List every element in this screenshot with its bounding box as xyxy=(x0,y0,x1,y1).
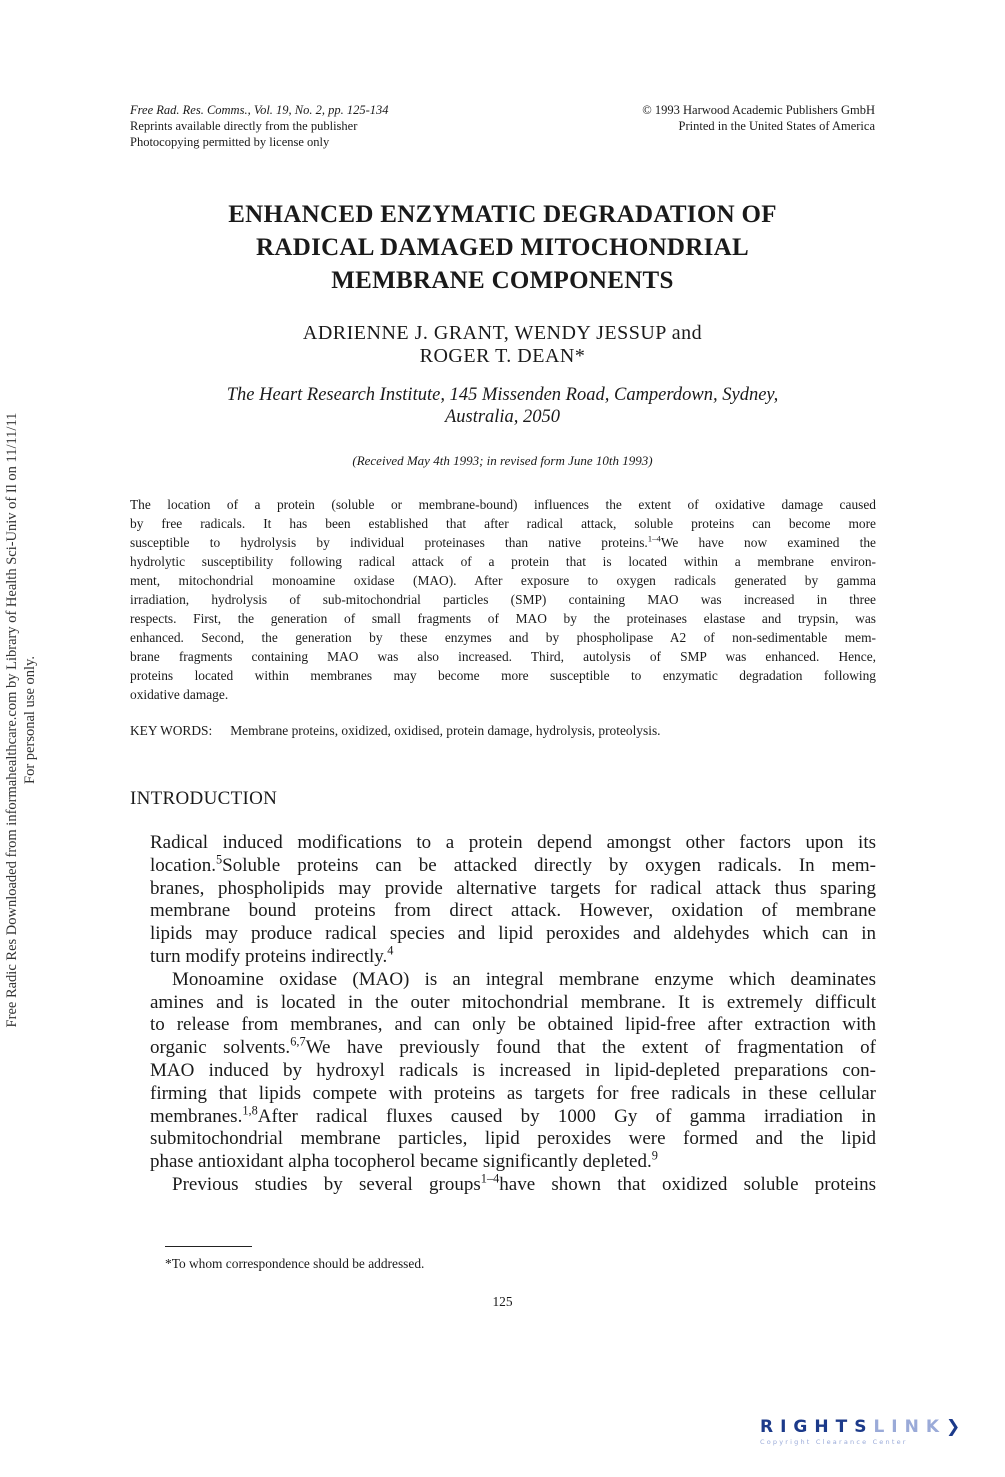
citation-superscript: 1–4 xyxy=(647,533,661,544)
text-line: Previous studies by several groups$^{1-4}$have shown that oxidized soluble proteins xyxy=(172,1171,876,1195)
text-line: location.$^5$Soluble proteins can be attacked directly by oxygen radicals. In mem- xyxy=(150,852,876,876)
authors xyxy=(0,322,1005,368)
title-line: RADICAL DAMAGED MITOCHONDRIAL xyxy=(256,234,749,261)
watermark-line: For personal use only. xyxy=(22,656,38,784)
text-line: phase antioxidant alpha tocopherol became significantly depleted.$^9$ xyxy=(150,1148,658,1173)
title-line: ENHANCED ENZYMATIC DEGRADATION OF xyxy=(228,201,777,228)
keywords-text: Membrane proteins, oxidized, oxidised, protein damage, hydrolysis, proteolysis. xyxy=(230,723,661,738)
logo-text-dark: RIGHTS xyxy=(760,1417,874,1437)
authors-line: ROGER T. DEAN* xyxy=(419,345,586,367)
affiliation-line: The Heart Research Institute, 145 Missenden Road, Camperdown, Sydney, xyxy=(226,385,779,405)
text-line: MAO induced by hydroxyl radicals is increased in lipid-depleted preparations con- xyxy=(150,1059,876,1081)
citation-superscript: 1,8 xyxy=(242,1103,258,1118)
text-line: oxidative damage. xyxy=(130,687,229,702)
text-line: Radical induced modifications to a protein depend amongst other factors upon its xyxy=(150,832,876,853)
rightslink-logo[interactable] xyxy=(760,1417,990,1446)
text-line: branes, phospholipids may provide alternative targets for radical attack thus sparing xyxy=(150,877,876,899)
paper-title xyxy=(0,198,1005,297)
photocopy-line: Photocopying permitted by license only xyxy=(130,135,330,149)
copyright-line: © 1993 Harwood Academic Publishers GmbH xyxy=(642,103,875,117)
journal-citation xyxy=(130,102,389,150)
publisher-info xyxy=(642,102,875,134)
text-line: susceptible to hydrolysis by individual proteinases than native proteins.$^{1-4}$We have now examined the xyxy=(130,533,876,550)
keywords-label: KEY WORDS: xyxy=(130,723,213,738)
text-line: amines and is located in the outer mitochondrial membrane. It is extremely difficult xyxy=(150,991,876,1013)
received-dates: (Received May 4th 1993; in revised form June 10th 1993) xyxy=(352,453,653,468)
text-line: Monoamine oxidase (MAO) is an integral membrane enzyme which deaminates xyxy=(172,968,876,990)
authors-line: ADRIENNE J. GRANT, WENDY JESSUP and xyxy=(302,322,703,344)
text-line: brane fragments containing MAO was also increased. Third, autolysis of SMP was enhanced. Hence, xyxy=(130,649,876,664)
text-line: ment, mitochondrial monoamine oxidase (MAO). After exposure to oxygen radicals generated by gamma xyxy=(130,573,876,588)
logo-text-light: LINK xyxy=(873,1417,946,1437)
text-line: submitochondrial membrane particles, lipid peroxides were formed and the lipid xyxy=(150,1128,876,1150)
footnote: *To whom correspondence should be addressed. xyxy=(165,1256,425,1271)
logo-subtitle: Copyright Clearance Center xyxy=(760,1438,908,1446)
citation-superscript: 5 xyxy=(215,852,223,867)
text-line: membrane bound proteins from direct attack. However, oxidation of membrane xyxy=(150,900,876,922)
text-line: turn modify proteins indirectly.$^4$ xyxy=(150,943,394,967)
keywords xyxy=(130,723,661,739)
watermark-line: Free Radic Res Downloaded from informahealthcare.com by Library of Health Sci-Univ of Il on 11/11/11 xyxy=(4,412,20,1028)
text-line: The location of a protein (soluble or membrane-bound) influences the extent of oxidative damage caused xyxy=(130,497,876,512)
text-line: proteins located within membranes may become more susceptible to enzymatic degradation following xyxy=(130,668,876,683)
affiliation xyxy=(0,384,1005,428)
abstract xyxy=(130,495,876,704)
logo-wordmark xyxy=(760,1417,990,1437)
text-line: membranes.$^{1,8}$After radical fluxes caused by 1000 Gy of gamma irradiation in xyxy=(150,1103,876,1127)
text-line: respects. First, the generation of small fragments of MAO by the proteinases elastase and trypsin, was xyxy=(130,611,876,626)
download-watermark xyxy=(3,360,39,1080)
citation-superscript: 9 xyxy=(651,1148,658,1163)
text-line: firming that lipids compete with proteins as targets for free radicals in these cellular xyxy=(150,1082,876,1104)
citation-superscript: 1–4 xyxy=(480,1171,500,1186)
title-line: MEMBRANE COMPONENTS xyxy=(331,267,674,294)
text-line: irradiation, hydrolysis of sub-mitochondrial particles (SMP) containing MAO was increased in three xyxy=(130,592,876,607)
section-heading-introduction: INTRODUCTION xyxy=(130,788,278,809)
text-line: lipids may produce radical species and lipid peroxides and aldehydes which can in xyxy=(150,923,876,945)
text-line: organic solvents.$^{6,7}$We have previously found that the extent of fragmentation of xyxy=(150,1034,876,1059)
footnote-divider xyxy=(165,1246,252,1247)
reprints-line: Reprints available directly from the publisher xyxy=(130,119,358,133)
affiliation-line: Australia, 2050 xyxy=(444,407,561,427)
page-number: 125 xyxy=(492,1294,513,1309)
text-line: hydrolytic susceptibility following radical attack of a protein that is located within a membrane environ- xyxy=(130,554,876,569)
chevron-right-icon: ❯ xyxy=(946,1417,968,1437)
text-line: enhanced. Second, the generation by these enzymes and by phospholipase A2 of non-sedimentable mem- xyxy=(130,630,876,645)
text-line: to release from membranes, and can only be obtained lipid-free after extraction with xyxy=(150,1014,876,1036)
text-line: by free radicals. It has been established that after radical attack, soluble proteins can become more xyxy=(130,516,876,531)
citation-superscript: 4 xyxy=(387,943,394,958)
introduction-body xyxy=(150,832,876,1197)
printed-line: Printed in the United States of America xyxy=(678,119,875,133)
citation-superscript: 6,7 xyxy=(290,1034,306,1049)
citation-line: Free Rad. Res. Comms., Vol. 19, No. 2, pp. 125-134 xyxy=(130,103,389,117)
